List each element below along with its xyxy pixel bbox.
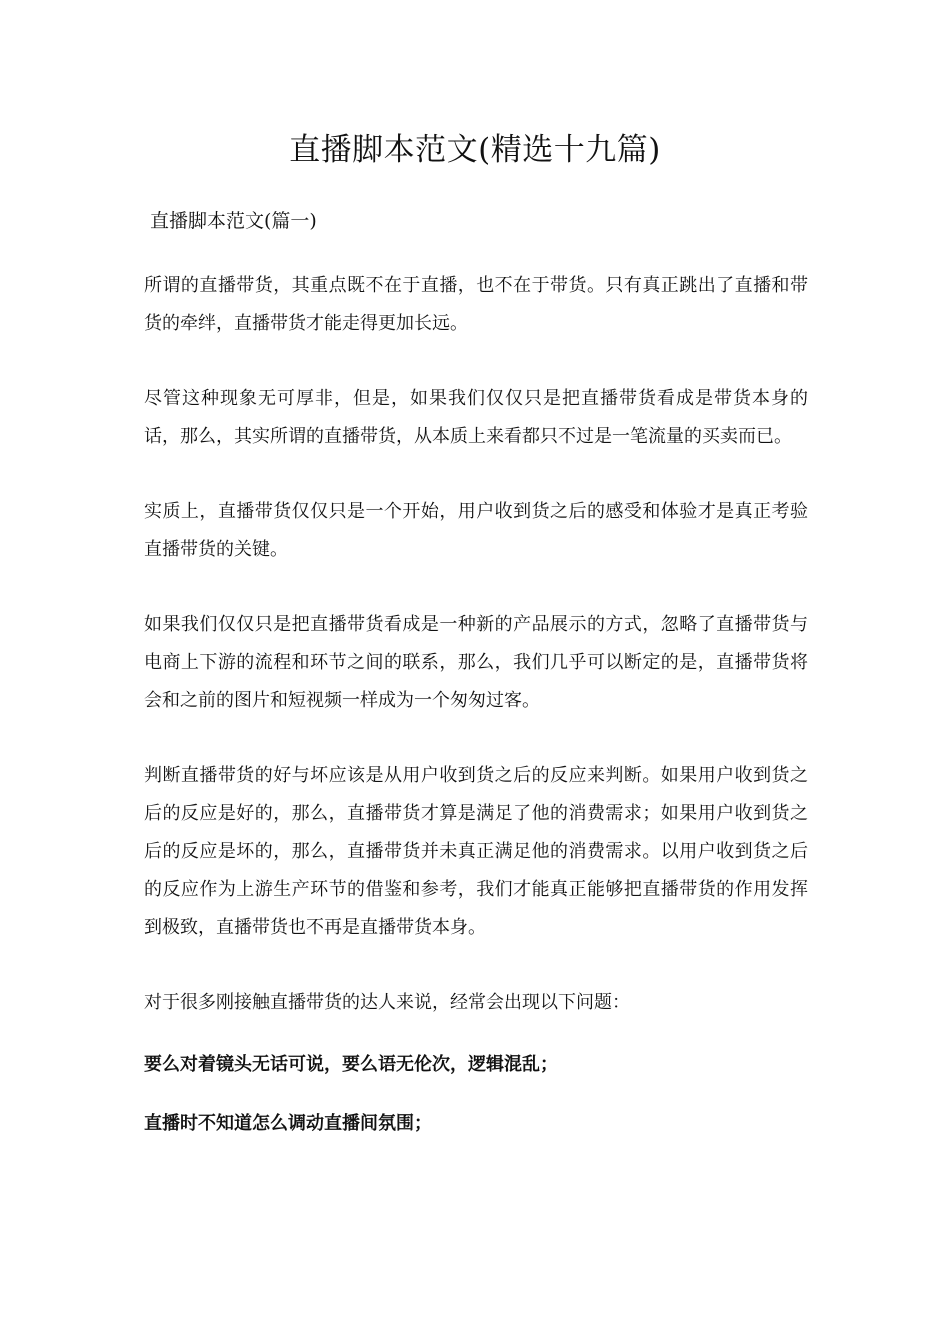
bold-list-item: 要么对着镜头无话可说，要么语无伦次，逻辑混乱； bbox=[144, 1054, 558, 1075]
paragraph: 尽管这种现象无可厚非，但是，如果我们仅仅只是把直播带货看成是带货本身的话，那么，其实所谓的直播带货，从本质上来看都只不过是一笔流量的买卖而已。 bbox=[144, 388, 808, 447]
bold-list-item: 直播时不知道怎么调动直播间氛围； bbox=[144, 1113, 432, 1134]
document-title: 直播脚本范文(精选十九篇) bbox=[289, 132, 661, 168]
paragraph: 如果我们仅仅只是把直播带货看成是一种新的产品展示的方式，忽略了直播带货与电商上下游的流程和环节之间的联系，那么，我们几乎可以断定的是，直播带货将会和之前的图片和短视频一样成为一个匆匆过客。 bbox=[144, 614, 808, 711]
paragraph: 判断直播带货的好与坏应该是从用户收到货之后的反应来判断。如果用户收到货之后的反应是好的，那么，直播带货才算是满足了他的消费需求；如果用户收到货之后的反应是坏的，那么，直播带货并未真正满足他的消费需求。以用户收到货之后的反应作为上游生产环节的借鉴和参考，我们才能真正能够把直播带货的作用发挥到极致，直播带货也不再是直播带货本身。 bbox=[144, 765, 808, 938]
document-body bbox=[144, 267, 808, 1164]
paragraph: 对于很多刚接触直播带货的达人来说，经常会出现以下问题： bbox=[144, 992, 630, 1013]
section-heading: 直播脚本范文(篇一) bbox=[150, 210, 317, 232]
paragraph: 所谓的直播带货，其重点既不在于直播，也不在于带货。只有真正跳出了直播和带货的牵绊，直播带货才能走得更加长远。 bbox=[144, 275, 808, 334]
paragraph: 实质上，直播带货仅仅只是一个开始，用户收到货之后的感受和体验才是真正考验直播带货的关键。 bbox=[144, 501, 808, 560]
